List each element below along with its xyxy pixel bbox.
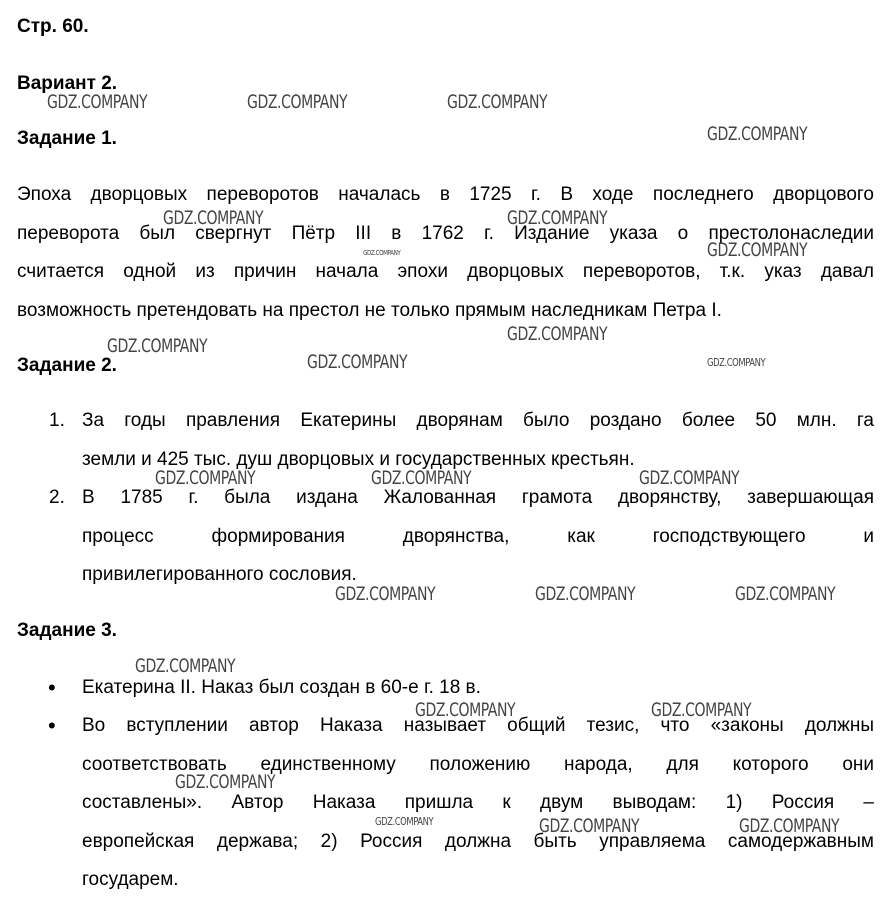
bullet-icon: • <box>48 675 56 700</box>
watermark: GDZ.COMPANY <box>539 815 640 837</box>
watermark: GDZ.COMPANY <box>135 655 236 677</box>
item-line: В 1785 г. была издана Жалованная грамота дворянству, завершающая <box>82 487 874 508</box>
watermark: GDZ.COMPANY <box>307 351 408 373</box>
watermark: GDZ.COMPANY <box>735 583 836 605</box>
watermark: GDZ.COMPANY <box>175 771 276 793</box>
task-2-item-2-text <box>82 479 874 595</box>
watermark: GDZ.COMPANY <box>415 699 516 721</box>
watermark: GDZ.COMPANY <box>639 467 740 489</box>
watermark: GDZ.COMPANY <box>707 123 808 145</box>
item-line: соответствовать единственному положению народа, для которого они <box>82 753 874 775</box>
task-1-line: возможность претендовать на престол не только прямым наследникам Петра I. <box>17 299 722 321</box>
watermark: GDZ.COMPANY <box>155 467 256 489</box>
item-line: привилегированного сословия. <box>82 564 357 585</box>
task-1-line: считается одной из причин начала эпохи дворцовых переворотов, т.к. указ давал <box>17 261 874 282</box>
task-2-title: Задание 2. <box>17 355 117 376</box>
item-line: государем. <box>82 869 179 890</box>
watermark: GDZ.COMPANY <box>375 815 434 828</box>
watermark: GDZ.COMPANY <box>707 356 766 369</box>
watermark: GDZ.COMPANY <box>107 335 208 357</box>
watermark: GDZ.COMPANY <box>507 207 608 229</box>
page-label: Стр. 60. <box>17 16 89 37</box>
task-1-paragraph <box>17 176 874 330</box>
item-line: составлены». Автор Наказа пришла к двум выводам: 1) Россия – <box>82 792 874 813</box>
item-line: Во вступлении автор Наказа называет общий тезис, что «законы должны <box>82 715 874 736</box>
item-line: процесс формирования дворянства, как господствующего и <box>82 525 874 547</box>
variant-title: Вариант 2. <box>17 73 118 94</box>
bullet-icon: • <box>48 713 56 738</box>
watermark: GDZ.COMPANY <box>47 91 148 113</box>
item-line: Екатерина II. Наказ был создан в 60-е г. 18 в. <box>82 677 481 698</box>
watermark: GDZ.COMPANY <box>535 583 636 605</box>
watermark: GDZ.COMPANY <box>247 91 348 113</box>
list-number: 2. <box>49 487 65 508</box>
watermark: GDZ.COMPANY <box>371 467 472 489</box>
list-number: 1. <box>49 410 65 431</box>
watermark: GDZ.COMPANY <box>739 815 840 837</box>
watermark: GDZ.COMPANY <box>363 249 401 257</box>
task-2-item-1-text <box>82 402 874 479</box>
task-1-line: Эпоха дворцовых переворотов началась в 1725 г. В ходе последнего дворцового <box>17 184 874 205</box>
task-3-item-1-text <box>82 669 874 708</box>
watermark: GDZ.COMPANY <box>507 323 608 345</box>
watermark: GDZ.COMPANY <box>163 207 264 229</box>
item-line: За годы правления Екатерины дворянам было роздано более 50 млн. га <box>82 410 874 431</box>
task-1-title: Задание 1. <box>17 128 117 149</box>
task-1-line: переворота был свергнут Пётр III в 1762 г. Издание указа о престолонаследии <box>17 222 874 244</box>
watermark: GDZ.COMPANY <box>707 239 808 261</box>
watermark: GDZ.COMPANY <box>447 91 548 113</box>
task-3-title: Задание 3. <box>17 620 117 641</box>
task-3-item-2-text <box>82 707 874 900</box>
watermark: GDZ.COMPANY <box>651 699 752 721</box>
item-line: земли и 425 тыс. душ дворцовых и государственных крестьян. <box>82 448 635 470</box>
item-line: европейская держава; 2) Россия должна быть управляема самодержавным <box>82 830 874 852</box>
watermark: GDZ.COMPANY <box>335 583 436 605</box>
